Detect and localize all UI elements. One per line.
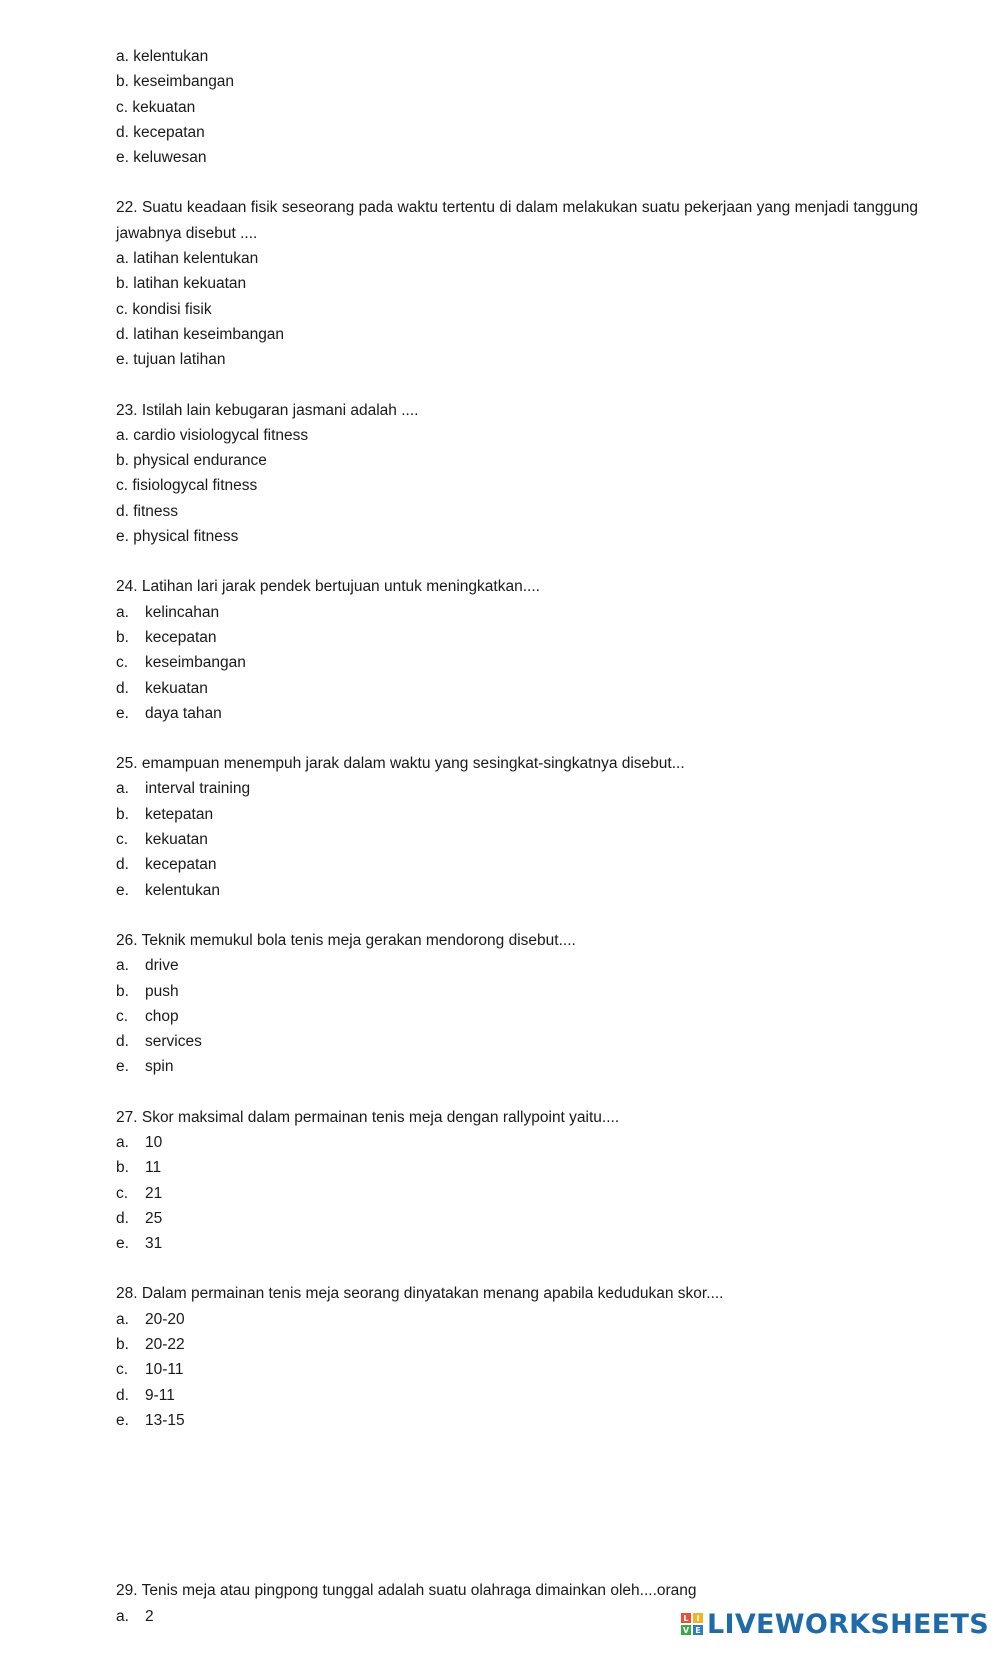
logo-letter-e: E: [693, 1625, 703, 1635]
option-a[interactable]: a. 2: [116, 1607, 154, 1625]
question-28: [116, 1281, 918, 1433]
question-25: [116, 751, 918, 903]
option-a[interactable]: a. kelentukan: [116, 48, 209, 65]
logo-badge-icon: [681, 1613, 703, 1635]
logo-letter-l: L: [681, 1613, 691, 1623]
option-e[interactable]: e. daya tahan: [116, 704, 222, 722]
option-c[interactable]: c. 10-11: [116, 1361, 184, 1379]
question-22: [116, 195, 918, 372]
question-23: [116, 398, 918, 550]
question-24: [116, 574, 918, 726]
question-text: 27. Skor maksimal dalam permainan tenis meja dengan rallypoint yaitu....: [116, 1108, 620, 1126]
page-gap: [116, 1458, 918, 1578]
option-e[interactable]: e. tujuan latihan: [116, 351, 226, 369]
option-a[interactable]: a. 10: [116, 1133, 163, 1151]
option-c[interactable]: c. chop: [116, 1007, 179, 1025]
liveworksheets-logo: [681, 1608, 989, 1640]
option-e[interactable]: e. spin: [116, 1058, 174, 1076]
brand-name: LIVEWORKSHEETS: [706, 1608, 989, 1640]
question-26: [116, 928, 918, 1080]
worksheet-page: [116, 44, 918, 1654]
question-text: 23. Istilah lain kebugaran jasmani adalah ....: [116, 401, 419, 419]
option-e[interactable]: e. 31: [116, 1235, 163, 1253]
option-d[interactable]: d. kecepatan: [116, 856, 217, 874]
option-b[interactable]: b. ketepatan: [116, 805, 214, 823]
option-d[interactable]: d. services: [116, 1033, 202, 1051]
option-c[interactable]: c. keseimbangan: [116, 654, 246, 672]
option-d[interactable]: d. latihan keseimbangan: [116, 325, 285, 343]
question-text: 26. Teknik memukul bola tenis meja gerakan mendorong disebut....: [116, 931, 576, 949]
question-text: 25. emampuan menempuh jarak dalam waktu yang sesingkat-singkatnya disebut...: [116, 755, 685, 773]
option-e[interactable]: e. physical fitness: [116, 528, 239, 546]
option-e[interactable]: e. 13-15: [116, 1411, 185, 1429]
option-e[interactable]: e. keluwesan: [116, 149, 207, 167]
option-b[interactable]: b. keseimbangan: [116, 73, 235, 91]
option-a[interactable]: a. cardio visiologycal fitness: [116, 426, 309, 444]
question-text: 29. Tenis meja atau pingpong tunggal adalah suatu olahraga dimainkan oleh....orang: [116, 1582, 697, 1600]
option-d[interactable]: d. 9-11: [116, 1386, 175, 1404]
option-c[interactable]: c. 21: [116, 1184, 163, 1202]
option-a[interactable]: a. 20-20: [116, 1310, 185, 1328]
logo-letter-v: V: [682, 1625, 690, 1635]
option-d[interactable]: d. fitness: [116, 502, 179, 520]
question-27: [116, 1105, 918, 1257]
option-a[interactable]: a. drive: [116, 957, 179, 975]
option-c[interactable]: c. kondisi fisik: [116, 300, 212, 318]
option-a[interactable]: a. kelincahan: [116, 603, 220, 621]
option-b[interactable]: b. physical endurance: [116, 452, 267, 470]
option-b[interactable]: b. latihan kekuatan: [116, 275, 247, 293]
option-c[interactable]: c. fisiologycal fitness: [116, 477, 258, 495]
question-text: 24. Latihan lari jarak pendek bertujuan untuk meningkatkan....: [116, 578, 540, 596]
question-21-options: [116, 44, 918, 170]
option-b[interactable]: b. 20-22: [116, 1336, 185, 1354]
option-d[interactable]: d. 25: [116, 1209, 163, 1227]
logo-letter-i: I: [693, 1613, 703, 1623]
option-e[interactable]: e. kelentukan: [116, 881, 220, 899]
option-c[interactable]: c. kekuatan: [116, 831, 208, 849]
option-d[interactable]: d. kecepatan: [116, 123, 205, 141]
option-b[interactable]: b. push: [116, 982, 179, 1000]
option-a[interactable]: a. interval training: [116, 780, 251, 798]
question-text: 28. Dalam permainan tenis meja seorang dinyatakan menang apabila kedudukan skor....: [116, 1285, 724, 1303]
option-d[interactable]: d. kekuatan: [116, 679, 208, 697]
option-c[interactable]: c. kekuatan: [116, 98, 196, 116]
option-b[interactable]: b. 11: [116, 1159, 162, 1177]
option-a[interactable]: a. latihan kelentukan: [116, 250, 259, 268]
option-b[interactable]: b. kecepatan: [116, 628, 217, 646]
question-text: 22. Suatu keadaan fisik seseorang pada waktu tertentu di dalam melakukan suatu pekerjaan yang menjadi tanggung jawabnya disebut ....: [116, 199, 918, 242]
